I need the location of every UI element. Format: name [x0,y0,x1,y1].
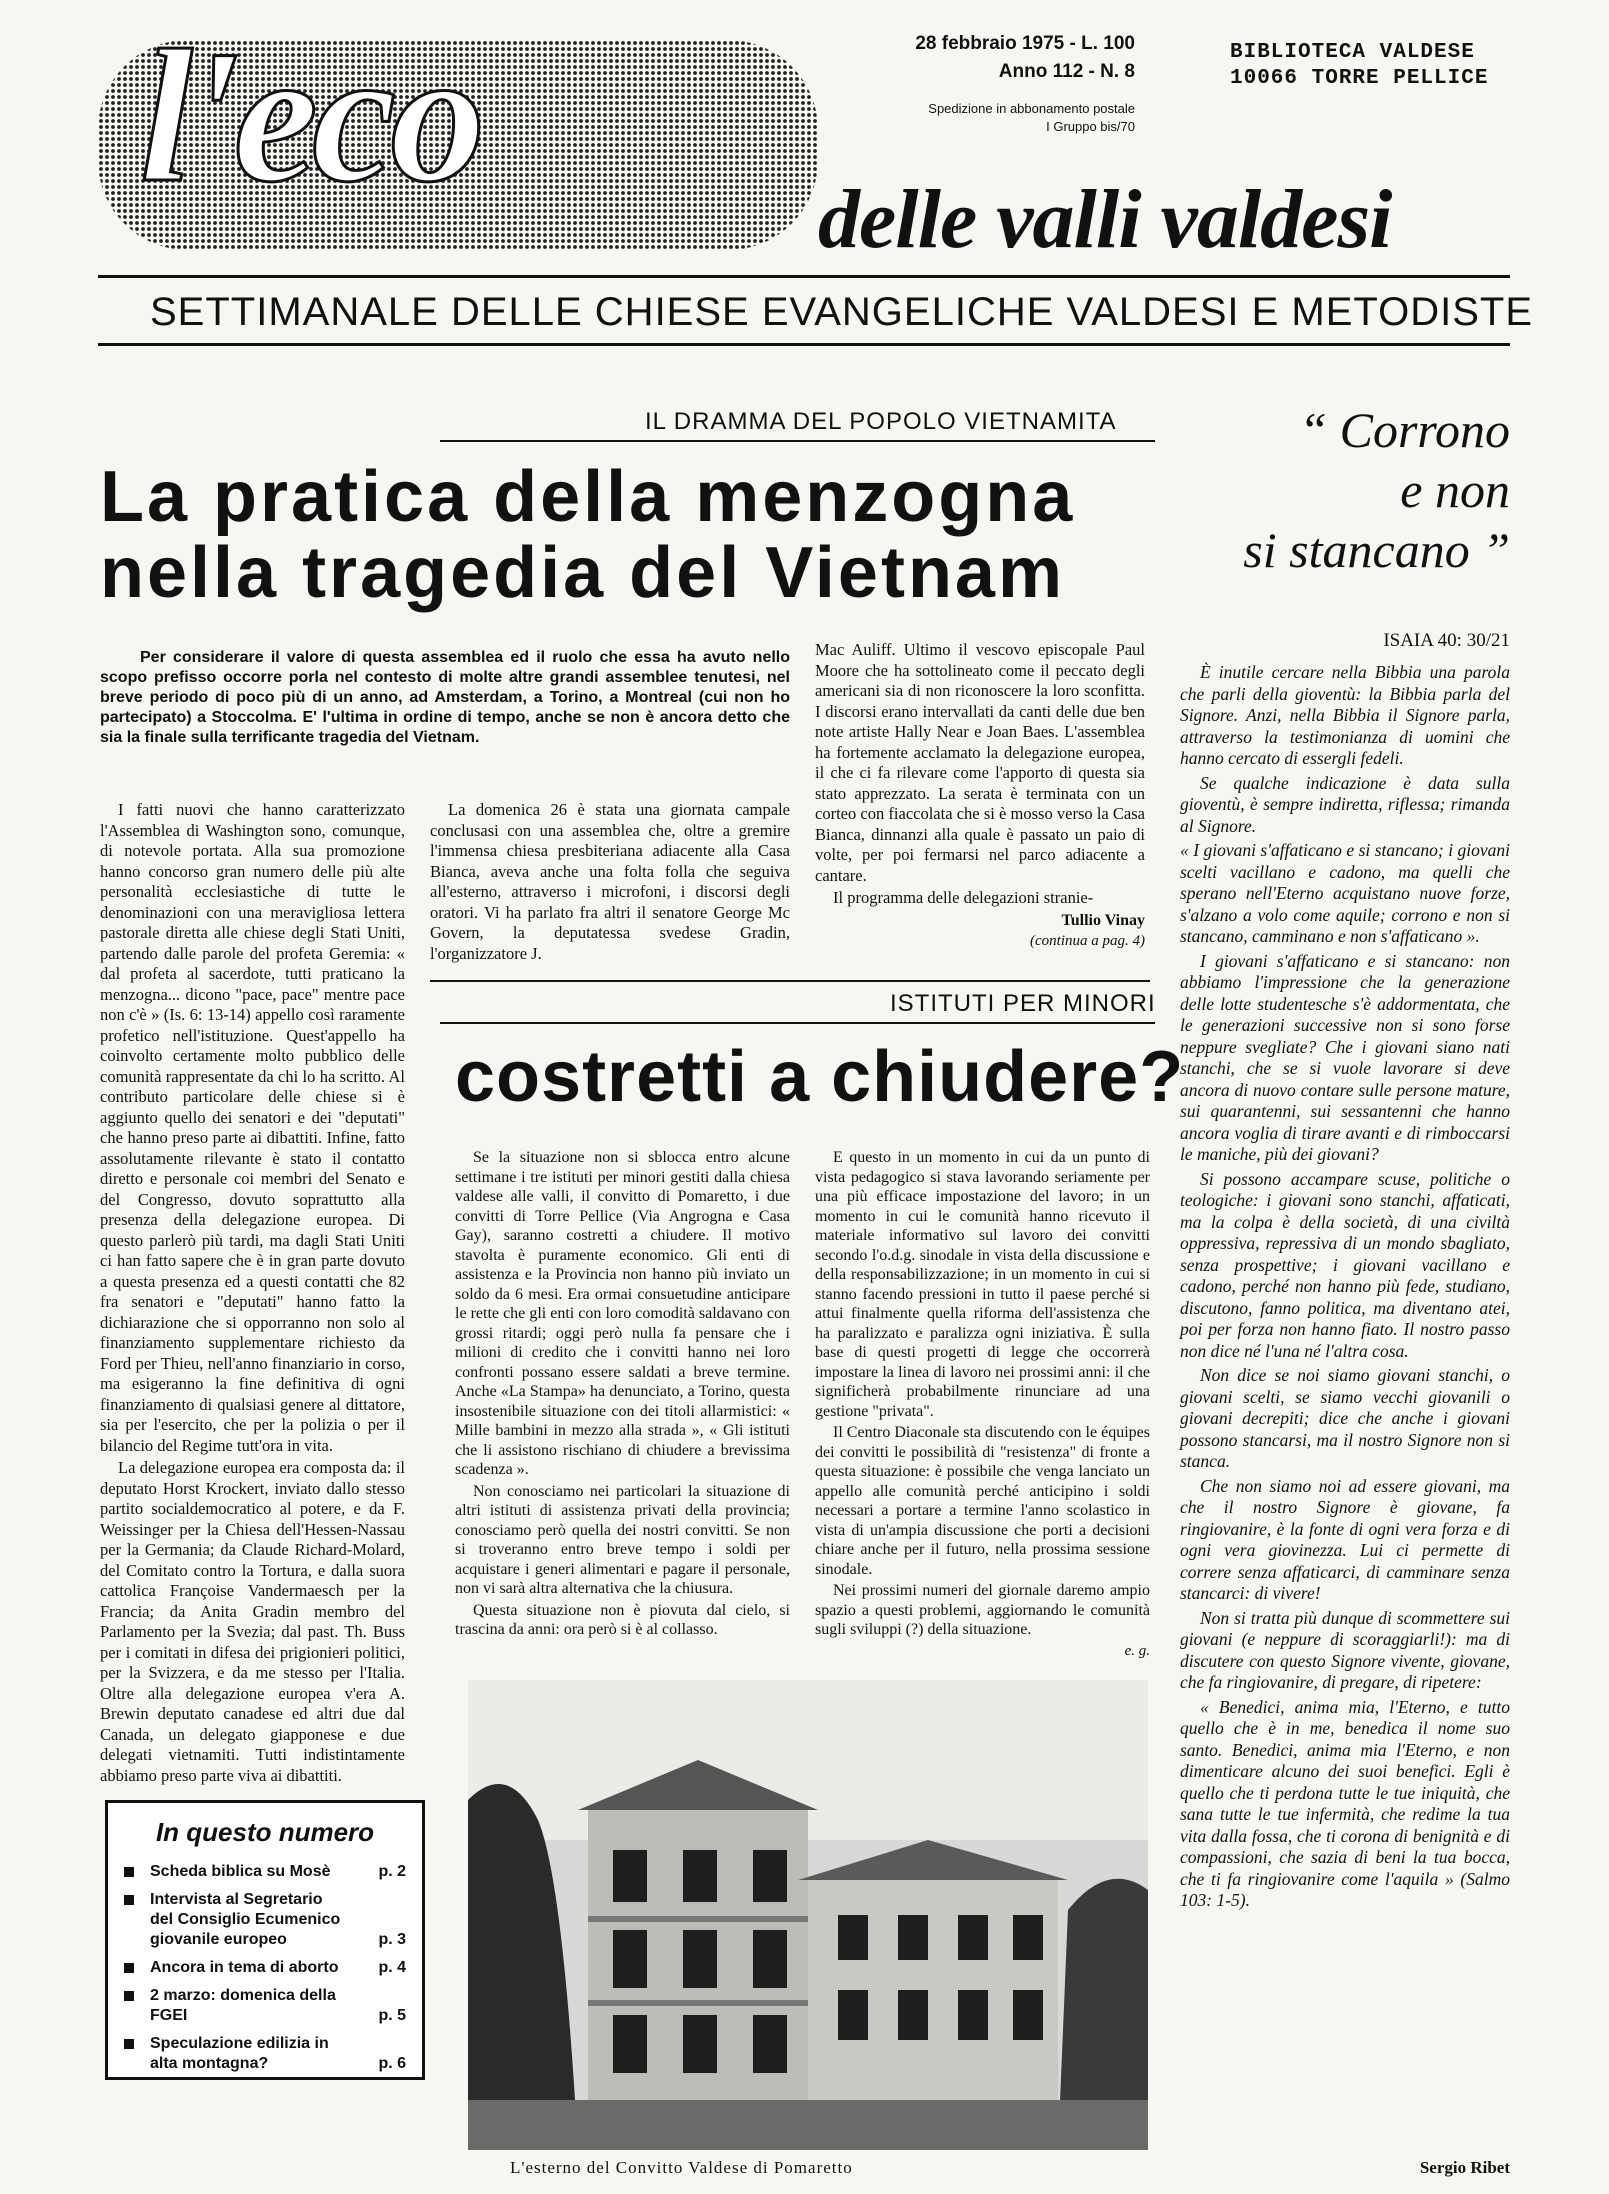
sidebar-author: Sergio Ribet [1419,2158,1510,2177]
issue-date-price: 28 febbraio 1975 - L. 100 [915,33,1135,54]
article1-headline [100,457,1076,613]
article2-kicker: ISTITUTI PER MINORI [890,990,1156,1017]
paragraph: Il programma delle delegazioni stranie- [833,888,1094,907]
stamp-line: 10066 TORRE PELLICE [1230,67,1489,90]
contents-item-text: Scheda biblica su Mosè [150,1863,331,1880]
article1-lead: Per considerare il valore di questa assemblea ed il ruolo che essa ha avuto nello scopo prefisso occorre porla nel contesto di molte altre grandi assemblee tenutesi, nel breve periodo di poco più di un anno, ad Amsterdam, a Torino, a Montreal (cui non ho partecipato) a Stoccolma. E' l'ultima in ordine di tempo, anche se non è ancora detto che sia la finale sulla terrificante tragedia del Vietnam. [100,649,790,746]
paragraph: « Benedici, anima mia, l'Eterno, e tutto quello che è in me, benedica il nome suo santo. Benedici, anima mia l'Eterno, e non dimenticare alcuno dei suoi benefici. Egli è quello che ti perdona tutte le tue iniquità, che sana tutte le tue infermità, che redime la tua vita dalla fossa, che ti corona di benignità e di compassioni, che sazia di beni la tua bocca, che ti fa ringiovanire come l'aquila » (Salmo 103: 1-5). [1180,1696,1510,1910]
issue-number: Anno 112 - N. 8 [998,61,1135,82]
contents-item-text: 2 marzo: domenica della FGEI [150,1987,336,2024]
paragraph: Il Centro Diaconale sta discutendo con le équipes dei convitti le possibilità di "resistenza" di fronte a questa situazione: è possibile che venga lanciato un appello alle comunità perché anticipino i soldi necessari a portare a termine l'anno scolastico in vista di un'ampia discussione che porti a decisioni chiare anche per il futuro, nella prossima sessione sinodale. [815,1424,1150,1578]
bullet-icon [124,1867,134,1877]
masthead-rule-top [98,275,1510,278]
paragraph: Non conosciamo nei particolari la situazione di altri istituti di assistenza privati della provincia; conosciamo però quella dei nostri convitti. Se non si troveranno entro breve tempo i soldi per acquistare i generi alimentari e pagare il personale, non vi sarà altra alternativa che la chiusura. [455,1482,790,1597]
paragraph: È inutile cercare nella Bibbia una parola che parli della gioventù: la Bibbia parla del Signore. Anzi, nella Bibbia il Signore parla, attraverso la testimonianza di uomini che hanno cercato di essergli fedeli. [1180,662,1510,768]
contents-item-page: p. 2 [378,1863,406,1880]
paragraph: Se qualche indicazione è data sulla gioventù, è sempre indiretta, riflessa; rimanda al Signore. [1180,772,1510,836]
contents-item [124,1862,406,1882]
article2-headline: costretti a chiudere? [455,1037,1185,1117]
paragraph: Non dice se noi siamo giovani stanchi, o giovani scelti, se siamo vecchi giovanili o giovani decrepiti; dice che anche i giovani possono stancarsi, ma il nostro Signore non si stanca. [1180,1365,1510,1471]
contents-item-text: Speculazione edilizia in alta montagna? [150,2035,329,2072]
quote-line: e non [1400,462,1510,518]
paragraph: Si possono accampare scuse, politiche o teologiche: i giovani sono stanchi, affaticati, ma la colpa è della società, di una civiltà oppressiva, repressiva di un mondo sbagliato, senza prospettive; i giovani vacillano e cadono, perché non hanno più fede, studiano, discutono, fanno politica, ma diventano atei, poi per forza non hanno fiato. Il nostro passo non dice né l'una né l'altra cosa. [1180,1168,1510,1361]
article2-column-2 [815,1148,1150,1661]
sidebar-quote-headline [1175,400,1510,580]
contents-item [124,2034,406,2074]
sidebar-reference: ISAIA 40: 30/21 [1383,630,1510,651]
quote-line: “ Corrono [1299,402,1510,458]
postal-line: I Gruppo bis/70 [1046,119,1135,134]
convitto-photo [468,1680,1148,2150]
masthead-subtitle: delle valli valdesi [818,173,1392,266]
article1-kicker: IL DRAMMA DEL POPOLO VIETNAMITA [645,408,1117,435]
bullet-icon [124,1963,134,1973]
library-stamp [1230,40,1488,92]
article1-author: Tullio Vinay [1061,911,1145,929]
article1-column-2 [430,800,790,966]
masthead-logo: l'eco [140,12,480,222]
postal-info [900,100,1135,136]
paragraph: La domenica 26 è stata una giornata campale conclusasi con una assemblea che, oltre a gremire l'immensa chiesa presbiteriana adiacente alla Casa Bianca, aveva anche una folta folla che seguiva all'esterno, attraverso i microfoni, i discorsi degli oratori. Vi ha parlato fra altri il senatore George Mc Govern, la deputatessa svedese Gradin, l'organizzatore J. [430,800,790,963]
contents-item [124,1958,406,1978]
paragraph: Se la situazione non si sblocca entro alcune settimane i tre istituti per minori gestiti dalla chiesa valdese alle valli, il convitto di Pomaretto, i due convitti di Torre Pellice (Via Angrogna e Casa Gay), saranno costretti a chiudere. Il motivo stavolta è puramente economico. Gli enti di assistenza e la Provincia non hanno più inviato un soldo da 6 mesi. Era ormai consuetudine anticipare le rette che gli enti con loro comodità saldavano con grossi ritardi; oggi però nulla fa pensare che i milioni di credito che i convitti hanno nei loro confronti possano essere saldati a breve termine. Anche «La Stampa» ha denunciato, a Torino, questa insostenibile situazione con dei titoli allarmistici: « Mille bambini in mezzo alla strada », « Gli istituti che li assistono rischiano di chiudere a brevissima scadenza ». [455,1149,790,1478]
paragraph: « I giovani s'affaticano e si stancano; i giovani scelti vacillano e cadono, ma quelli che sperano nell'Eterno acquistano nuove forze, s'alzano a volo come aquile; corrono e non si stancano, camminano e non s'affaticano ». [1180,840,1510,946]
masthead-rule-bottom [98,343,1510,346]
contents-item-page: p. 3 [378,1931,406,1948]
contents-item [124,1986,406,2026]
paragraph: La delegazione europea era composta da: il deputato Horst Krockert, inviato dallo stesso partito socialdemocratico al potere, e da F. Weissinger per la Chiesa dell'Hessen-Nassau per la Germania; da Claude Richard-Molard, del Comitato contro la Tortura, e dalla suora cattolica Françoise Vandermaesch per la Francia; da Anita Gradin membro del Parlamento per la Svezia; dal past. Th. Buss per i comitati in difesa dei prigionieri politici, per la Svizzera, e da me stesso per l'Italia. Oltre alla delegazione europea v'era A. Brewin deputato canadese ed altri due dal Canada, un delegato giapponese e due delegati vietnamiti. Tutti indistintamente abbiamo preso parte viva ai dibattiti. [100,1458,405,1785]
bullet-icon [124,1895,134,1905]
quote-line: si stancano ” [1243,522,1510,578]
contents-item-page: p. 4 [378,1959,406,1976]
contents-item-page: p. 6 [378,2055,406,2072]
issue-info [905,30,1135,86]
sidebar-text [1180,662,1510,1915]
article2-kicker-rule [440,1022,1155,1024]
kicker-rule [440,440,1155,442]
article1-continued: (continua a pag. 4) [1030,933,1145,949]
article2-column-1 [455,1148,790,1642]
contents-item [124,1890,406,1950]
article1-column-1 [100,800,405,1788]
contents-item-text: Ancora in tema di aborto [150,1959,339,1976]
bullet-icon [124,1991,134,2001]
paragraph: Nei prossimi numeri del giornale daremo ampio spazio a questi problemi, aggiornando le comunità sugli sviluppi (?) della situazione. [815,1582,1150,1638]
paragraph: Che non siamo noi ad essere giovani, ma che il nostro Signore è giovane, fa ringiovanire, è la fonte di ogni vera forza e di ogni vera giovinezza. Lui ci permette di correre senza affaticarci, di camminare senza stancarci: di vivere! [1180,1475,1510,1603]
masthead-tagline: SETTIMANALE DELLE CHIESE EVANGELICHE VALDESI E METODISTE [150,290,1534,334]
bullet-icon [124,2039,134,2049]
paragraph: Mac Auliff. Ultimo il vescovo episcopale Paul Moore che ha sottolineato come il peccato degli americani sia di non riconoscere la loro sconfitta. I discorsi erano intervallati da canti delle due ben note artiste Hally Near e Joan Baes. L'assemblea ha fortemente acclamato la delegazione europea, il che ci fa rilevare come l'apporto di questa sia stato apprezzato. La serata è terminata con un corteo con fiaccolata che si è mosso verso la Casa Bianca, dinnanzi alla quale è passato un paio di volte, per poi fermarsi nel parco adiacente a cantare. [815,640,1145,885]
stamp-line: BIBLIOTECA VALDESE [1230,41,1475,64]
photo-caption: L'esterno del Convitto Valdese di Pomaretto [510,2158,853,2177]
postal-line: Spedizione in abbonamento postale [928,101,1135,116]
headline-line: La pratica della menzogna [100,457,1076,537]
contents-box [105,1800,425,2080]
paragraph: E questo in un momento in cui da un punto di vista pedagogico si stava lavorando seriamente per una più efficace impostazione del lavoro; in un momento in cui le comunità hanno ricevuto il materiale informativo sul lavoro dei convitti secondo l'o.d.g. sinodale in vista della discussione e della responsabilizzazione; in un momento in cui si stanno facendo pressioni in tutto il paese perché si attui finalmente quella riforma dell'assistenza che ha paralizzato e paralizza ogni iniziativa. È sulla base di questi progetti di legge che occorrerà impostare la linea di lavoro nei prossimi anni: il che significherà probabilmente rinunciare ad una gestione "privata". [815,1149,1150,1420]
paragraph: I giovani s'affaticano e si stancano: non abbiamo l'impressione che la generazione delle lotte studentesche s'è addormentata, che le generazioni successive non si sono forse neppure svegliate? Che i giovani siano nati stanchi, che se si vuole lavorare si deve ancora di nuovo contare sulle persone mature, sui quarantenni, sui sessantenni che hanno ancora voglia di tirare avanti e di rimboccarsi le maniche, più dei giovani? [1180,950,1510,1164]
headline-line: nella tragedia del Vietnam [100,532,1065,613]
paragraph: Non si tratta più dunque di scommettere sui giovani (e neppure di scoraggiarli!): ma di discutere con questo Signore vivente, giovane, che fa ringiovanire, di pregare, di ripetere: [1180,1607,1510,1692]
contents-item-text: Intervista al Segretario del Consiglio Ecumenico giovanile europeo [150,1891,341,1948]
article1-column-3 [815,640,1145,952]
contents-title: In questo numero [155,1817,375,1847]
contents-item-page: p. 5 [378,2007,406,2024]
paragraph: Questa situazione non è piovuta dal cielo, si trascina da anni: ora però si è al collasso. [455,1601,790,1638]
paragraph: I fatti nuovi che hanno caratterizzato l'Assemblea di Washington sono, comunque, di notevole portata. Alla sua promozione hanno concorso gran numero delle più alte personalità ecclesiastiche di tutte le denominazioni con una meravigliosa lettera pastorale diretta alle chiese degli Stati Uniti, partendo dalle parole del profeta Geremia: « dal profeta al sacerdote, tutti praticano la menzogna... dicono "pace, pace" mentre pace non c'è » (Is. 6: 13-14) appello così raramente profetico nell'istituzione. Quest'appello ha coinvolto certamente molto pubblico delle comunità rappresentate da chi lo ha scritto. Al contributo particolare delle chiese si è aggiunto quello dei senatori e dei "deputati" che hanno preso parte ai dibattiti. Infine, fatto assolutamente rilevante è stato il contatto diretto e personale coi membri del Senato e del Congresso, dovuto soprattutto alla presenza della delegazione europea. Di questo parlerò più tardi, ma dagli Stati Uniti ci han fatto sapere che è in gran parte dovuto a questa presenza ed a questi contatti che 82 fra senatori e "deputati" hanno fatto la dichiarazione che si opporranno non solo al finanziamento supplementare richiesto da Ford per Thieu, nell'anno finanziario in corso, ma esigeranno la fine definitiva di ogni finanziamento di qualsiasi genere al dittatore, sia per l'esercito, che per la polizia o per il bilancio del Regime tutt'ora in vita. [100,800,405,1455]
article2-top-rule [430,980,1150,982]
article2-initials: e. g. [1124,1642,1150,1659]
